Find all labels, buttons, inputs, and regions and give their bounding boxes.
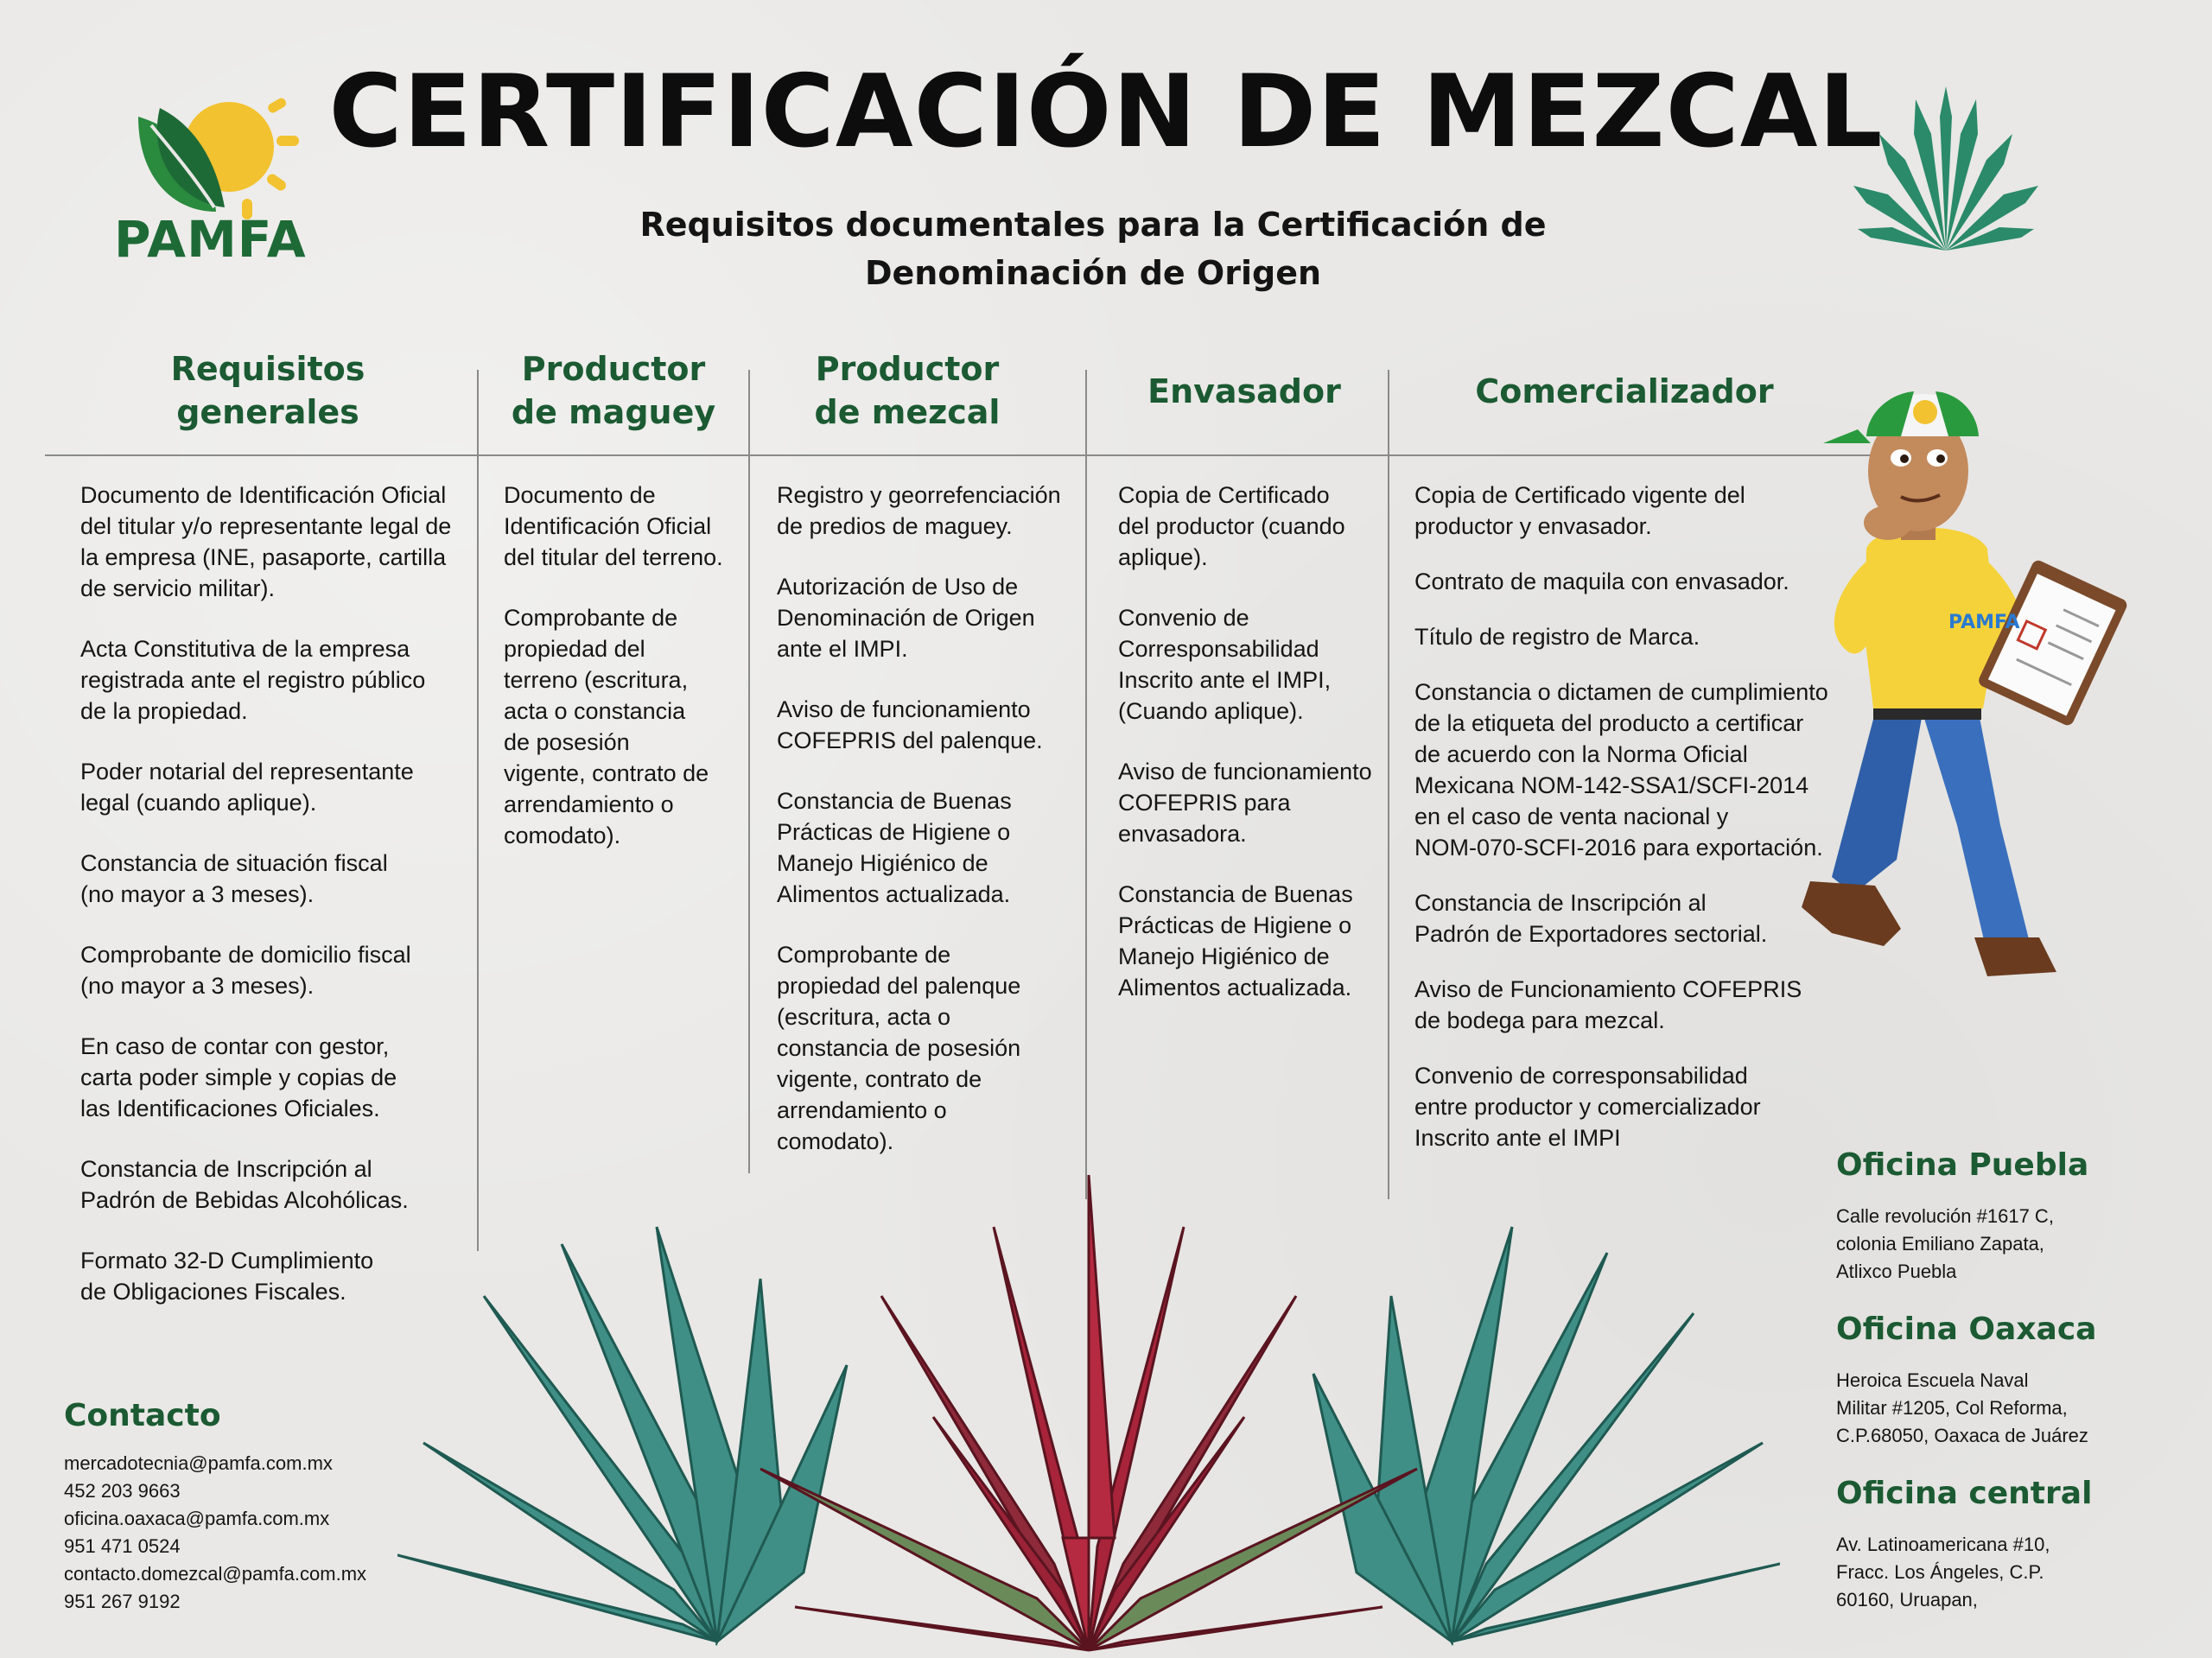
logo-wordmark: PAMFA: [114, 210, 307, 269]
subtitle-line-2: Denominación de Origen: [864, 254, 1322, 292]
column-divider: [477, 370, 479, 1251]
column-envasador: [1118, 480, 1386, 1032]
subtitle-line-1: Requisitos documentales para la Certificación de: [639, 206, 1547, 244]
list-item: Autorización de Uso de Denominación de Origen ante el IMPI.: [777, 574, 1035, 662]
column-divider: [748, 370, 750, 1173]
list-item: En caso de contar con gestor, carta poder simple y copias de las Identificaciones Oficiales.: [80, 1033, 397, 1121]
column-heading-comercializador: Comercializador: [1475, 372, 1774, 410]
list-item: Aviso de Funcionamiento COFEPRIS de bodega para mezcal.: [1414, 976, 1802, 1033]
column-productor-mezcal: [777, 480, 1079, 1186]
contact-phone[interactable]: 951 267 9192: [64, 1591, 181, 1612]
heading-line: de maguey: [511, 393, 716, 431]
column-productor-maguey: [504, 480, 737, 880]
column-heading-requisitos-generales: [130, 347, 406, 434]
list-item: Documento de Identificación Oficial del titular del terreno.: [504, 482, 723, 570]
list-item: Convenio de corresponsabilidad entre productor y comercializador Inscrito ante el IMPI: [1414, 1063, 1761, 1151]
list-item: Copia de Certificado del productor (cuando aplique).: [1118, 482, 1345, 570]
svg-text:PAMFA: PAMFA: [1948, 612, 2020, 633]
contact-phone[interactable]: 951 471 0524: [64, 1535, 181, 1557]
office-central-heading: Oficina central: [1836, 1476, 2093, 1511]
list-item: Aviso de funcionamiento COFEPRIS del palenque.: [777, 696, 1043, 753]
list-item: Comprobante de domicilio fiscal (no mayor a 3 meses).: [80, 942, 411, 999]
list-item: Contrato de maquila con envasador.: [1414, 569, 1789, 594]
contact-phone[interactable]: 452 203 9663: [64, 1480, 181, 1502]
list-item: Constancia de Inscripción al Padrón de Bebidas Alcohólicas.: [80, 1156, 409, 1213]
list-item: Registro y georrefenciación de predios de maguey.: [777, 482, 1061, 539]
list-item: Acta Constitutiva de la empresa registrada ante el registro público de la propiedad.: [80, 636, 426, 724]
contact-heading: Contacto: [64, 1398, 221, 1433]
list-item: Comprobante de propiedad del palenque (escritura, acta o constancia de posesión vigente, contrato de arrendamiento o comodato).: [777, 942, 1021, 1154]
heading-line: generales: [176, 393, 359, 431]
column-heading-envasador: Envasador: [1147, 372, 1341, 410]
page-title: CERTIFICACIÓN DE MEZCAL: [328, 54, 1884, 170]
agave-plants-illustration: [397, 1158, 1780, 1658]
office-oaxaca-address: Heroica Escuela Naval Militar #1205, Col Reforma, C.P.68050, Oaxaca de Juárez: [1836, 1369, 2088, 1446]
heading-line: Productor: [521, 350, 706, 388]
column-divider: [1085, 370, 1087, 1199]
heading-line: Requisitos: [170, 350, 365, 388]
heading-line: de mezcal: [814, 393, 1001, 431]
list-item: Formato 32-D Cumplimiento de Obligaciones Fiscales.: [80, 1248, 374, 1305]
list-item: Documento de Identificación Oficial del titular y/o representante legal de la empresa (INE, pasaporte, cartilla de servicio militar).: [80, 482, 452, 601]
list-item: Título de registro de Marca.: [1414, 624, 1700, 650]
column-heading-productor-maguey: [484, 347, 743, 434]
office-oaxaca-heading: Oficina Oaxaca: [1836, 1312, 2097, 1347]
list-item: Convenio de Corresponsabilidad Inscrito ante el IMPI, (Cuando aplique).: [1118, 605, 1332, 724]
column-divider: [1388, 370, 1389, 1199]
contact-list: [64, 1450, 366, 1616]
contact-email-oaxaca[interactable]: oficina.oaxaca@pamfa.com.mx: [64, 1508, 330, 1529]
list-item: Aviso de funcionamiento COFEPRIS para envasadora.: [1118, 759, 1372, 847]
list-item: Comprobante de propiedad del terreno (escritura, acta o constancia de posesión vigente, contrato de arrendamiento o comodato).: [504, 605, 709, 848]
heading-line: Productor: [815, 350, 1000, 388]
office-puebla-address: Calle revolución #1617 C, colonia Emiliano Zapata, Atlixco Puebla: [1836, 1205, 2054, 1282]
column-heading-productor-mezcal: [778, 347, 1037, 434]
agave-icon: [1853, 82, 2039, 259]
list-item: Constancia de Buenas Prácticas de Higiene o Manejo Higiénico de Alimentos actualizada.: [777, 788, 1012, 907]
list-item: Copia de Certificado vigente del productor y envasador.: [1414, 482, 1745, 539]
office-central-address: Av. Latinoamericana #10, Fracc. Los Ángeles, C.P. 60160, Uruapan,: [1836, 1534, 2050, 1610]
list-item: Constancia o dictamen de cumplimiento de la etiqueta del producto a certificar de acuerdo con la Norma Oficial Mexicana NOM-142-SSA1/SCFI-2014 en el caso de venta nacional y NOM-070-SCFI-2016 para exportación.: [1414, 679, 1828, 861]
contact-email-domezcal[interactable]: contacto.domezcal@pamfa.com.mx: [64, 1563, 367, 1585]
header-divider: [45, 454, 1903, 456]
list-item: Constancia de Buenas Prácticas de Higiene o Manejo Higiénico de Alimentos actualizada.: [1118, 881, 1353, 1001]
list-item: Constancia de Inscripción al Padrón de Exportadores sectorial.: [1414, 890, 1768, 947]
office-puebla-heading: Oficina Puebla: [1836, 1147, 2089, 1183]
list-item: Constancia de situación fiscal (no mayor a 3 meses).: [80, 850, 388, 907]
contact-email-mercadotecnia[interactable]: mercadotecnia@pamfa.com.mx: [64, 1452, 333, 1474]
list-item: Poder notarial del representante legal (cuando aplique).: [80, 759, 414, 816]
mascot-illustration: [1771, 376, 2203, 998]
